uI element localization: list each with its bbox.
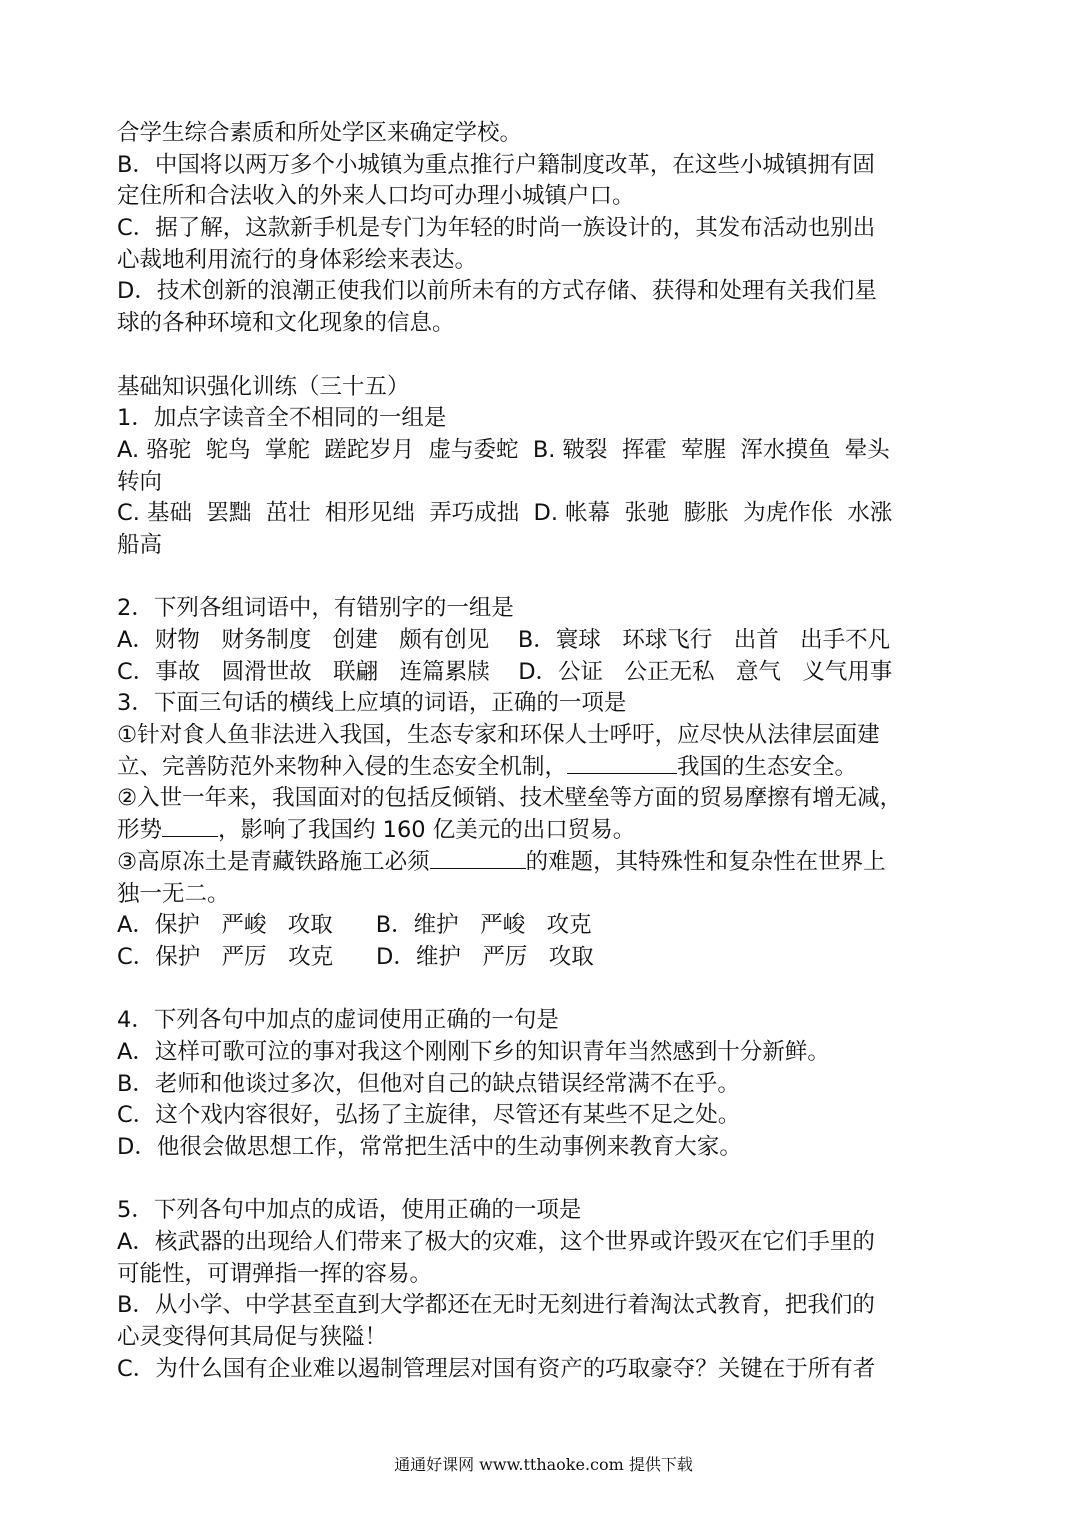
question-3-sentence-3: 独一无二。 bbox=[117, 880, 230, 907]
spacer bbox=[117, 562, 977, 594]
option-b: B．中国将以两万多个小城镇为重点推行户籍制度改革，在这些小城镇拥有固 bbox=[117, 151, 875, 178]
question-1-options: 船高 bbox=[117, 531, 163, 558]
question-1-options: A. 骆驼 鸵鸟 掌舵 蹉跎岁月 虚与委蛇 B. 皲裂 挥霍 荤腥 浑水摸鱼 晕头 bbox=[117, 436, 890, 463]
question-4-option-c: C．这个戏内容很好，弘扬了主旋律，尽管还有某些不足之处。 bbox=[117, 1102, 741, 1129]
spacer bbox=[117, 340, 977, 372]
text-line: 定住所和合法收入的外来人口均可办理小城镇户口。 bbox=[117, 183, 635, 210]
question-4-option-b: B．老师和他谈过多次，但他对自己的缺点错误经常满不在乎。 bbox=[117, 1070, 740, 1097]
question-5-option-a: A．核武器的出现给人们带来了极大的灾难，这个世界或许毁灭在它们手里的 bbox=[117, 1229, 875, 1256]
page-footer: 通通好课网 www.tthaoke.com 提供下载 bbox=[394, 1455, 693, 1474]
question-5-option-a: 可能性，可谓弹指一挥的容易。 bbox=[117, 1260, 433, 1287]
question-1-stem: 1．加点字读音全不相同的一组是 bbox=[117, 405, 447, 432]
question-3-sentence-1 bbox=[117, 752, 977, 784]
sentence-text: 我国的生态安全。 bbox=[677, 753, 858, 780]
question-3-sentence-1: ①针对食人鱼非法进入我国，生态专家和环保人士呼吁，应尽快从法律层面建 bbox=[117, 722, 880, 749]
question-3-sentence-2 bbox=[117, 815, 977, 847]
text-line: 心裁地利用流行的身体彩绘来表达。 bbox=[117, 246, 478, 273]
question-4-option-a: A．这样可歌可泣的事对我这个刚刚下乡的知识青年当然感到十分新鲜。 bbox=[117, 1038, 830, 1065]
option-c: C．据了解，这款新手机是专门为年轻的时尚一族设计的，其发布活动也别出 bbox=[117, 215, 876, 242]
spacer bbox=[117, 1164, 977, 1196]
question-4-option-d: D．他很会做思想工作，常常把生活中的生动事例来教育大家。 bbox=[117, 1134, 742, 1160]
section-title: 基础知识强化训练（三十五） bbox=[117, 373, 410, 400]
question-1-options: C. 基础 罢黜 茁壮 相形见绌 弄巧成拙 D. 帐幕 张驰 膨胀 为虎作伥 水涨 bbox=[117, 500, 893, 527]
question-4-stem: 4．下列各句中加点的虚词使用正确的一句是 bbox=[117, 1007, 559, 1034]
spacer bbox=[117, 974, 977, 1006]
question-3-options: C．保护 严厉 攻克 D．维护 严厉 攻取 bbox=[117, 943, 594, 970]
question-2-options: C．事故 圆滑世故 联翩 连篇累牍 D．公证 公正无私 意气 义气用事 bbox=[117, 658, 893, 685]
question-1-options: 转向 bbox=[117, 468, 163, 495]
question-5-stem: 5．下列各句中加点的成语，使用正确的一项是 bbox=[117, 1197, 582, 1224]
question-2-stem: 2．下列各组词语中，有错别字的一组是 bbox=[117, 595, 514, 622]
text-line: 球的各种环境和文化现象的信息。 bbox=[117, 310, 455, 337]
sentence-text: ，影响了我国约 160 亿美元的出口贸易。 bbox=[218, 817, 636, 844]
question-3-sentence-2: ②入世一年来，我国面对的包括反倾销、技术壁垒等方面的贸易摩擦有增无减， bbox=[117, 785, 903, 812]
fill-blank bbox=[162, 835, 218, 837]
question-5-option-c: C．为什么国有企业难以遏制管理层对国有资产的巧取豪夺？关键在于所有者 bbox=[117, 1355, 876, 1382]
question-5-option-b: 心灵变得何其局促与狭隘！ bbox=[117, 1324, 388, 1351]
fill-blank bbox=[567, 772, 677, 774]
option-d: D．技术创新的浪潮正使我们以前所未有的方式存储、获得和处理有关我们星 bbox=[117, 278, 877, 305]
question-3-stem: 3．下面三句话的横线上应填的词语，正确的一项是 bbox=[117, 690, 627, 717]
question-3-options: A．保护 严峻 攻取 B．维护 严峻 攻克 bbox=[117, 912, 592, 939]
sentence-text: ③高原冻土是青藏铁路施工必须 bbox=[117, 848, 430, 875]
question-3-sentence-3 bbox=[117, 847, 977, 879]
fill-blank bbox=[430, 867, 526, 869]
document-body bbox=[117, 118, 977, 1386]
question-5-option-b: B．从小学、中学甚至直到大学都还在无时无刻进行着淘汰式教育，把我们的 bbox=[117, 1292, 875, 1319]
sentence-text: 形势 bbox=[117, 817, 163, 844]
sentence-text: 的难题，其特殊性和复杂性在世界上 bbox=[525, 848, 886, 875]
question-2-options: A．财物 财务制度 创建 颇有创见 B．寰球 环球飞行 出首 出手不凡 bbox=[117, 627, 891, 653]
sentence-text: 立、完善防范外来物种入侵的生态安全机制， bbox=[117, 753, 568, 780]
text-line: 合学生综合素质和所处学区来确定学校。 bbox=[117, 120, 523, 146]
